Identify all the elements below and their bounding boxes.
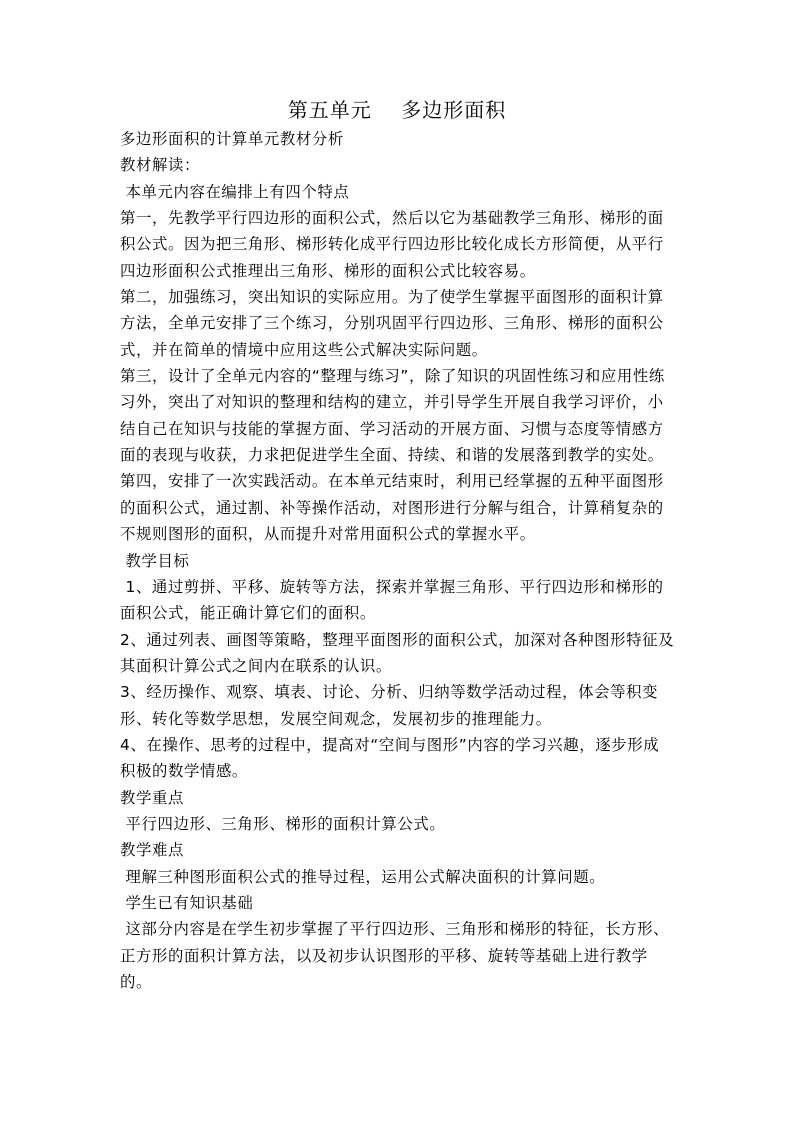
goal-3: 3、经历操作、观察、填表、讨论、分析、归纳等数学活动过程，体会等积变 [120, 683, 659, 702]
paragraph-third: 结自己在知识与技能的掌握方面、学习活动的开展方面、习惯与态度等情感方 [120, 419, 664, 438]
paragraph-second: 式，并在简单的情境中应用这些公式解决实际问题。 [120, 340, 488, 359]
paragraph-first: 四边形面积公式推理出三角形、梯形的面积公式比较容易。 [120, 261, 536, 280]
paragraph-third: 习外，突出了对知识的整理和结构的建立，并引导学生开展自我学习评价，小 [120, 393, 664, 412]
document-title: 第五单元 多边形面积 [287, 98, 507, 122]
paragraph-third: 面的表现与收获，力求把促进学生全面、持续、和谐的发展落到教学的实处。 [120, 446, 664, 465]
paragraph-fourth: 的面积公式，通过割、补等操作活动，对图形进行分解与组合，计算稍复杂的 [120, 498, 664, 517]
key-points-text: 平行四边形、三角形、梯形的面积计算公式。 [120, 814, 446, 833]
prior-knowledge-text: 的。 [120, 973, 152, 991]
paragraph-first: 积公式。因为把三角形、梯形转化成平行四边形比较化成长方形简便，从平行 [120, 235, 664, 254]
heading-teaching-goals: 教学目标 [120, 551, 190, 570]
paragraph-second: 第二，加强练习，突出知识的实际应用。为了使学生掌握平面图形的面积计算 [120, 288, 664, 307]
goal-2: 2、通过列表、画图等策略，整理平面图形的面积公式，加深对各种图形特征及 [120, 630, 675, 649]
difficulties-text: 理解三种图形面积公式的推导过程，运用公式解决面积的计算问题。 [120, 867, 606, 886]
features-intro: 本单元内容在编排上有四个特点 [120, 182, 350, 201]
heading-key-points: 教学重点 [120, 788, 184, 807]
goal-1: 1、通过剪拼、平移、旋转等方法，探索并掌握三角形、平行四边形和梯形的 [120, 577, 664, 596]
paragraph-second: 方法，全单元安排了三个练习，分别巩固平行四边形、三角形、梯形的面积公 [120, 314, 664, 333]
goal-4: 4、在操作、思考的过程中，提高对“空间与图形”内容的学习兴趣，逐步形成 [120, 735, 660, 754]
paragraph-first: 第一，先教学平行四边形的面积公式，然后以它为基础教学三角形、梯形的面 [120, 209, 664, 228]
goal-2: 其面积计算公式之间内在联系的认识。 [120, 656, 392, 675]
goal-4: 积极的数学情感。 [120, 762, 248, 781]
heading-textbook-reading: 教材解读： [120, 156, 200, 175]
paragraph-third: 第三，设计了全单元内容的“整理与练习”，除了知识的巩固性练习和应用性练 [120, 367, 665, 386]
heading-prior-knowledge: 学生已有知识基础 [120, 893, 254, 912]
paragraph-fourth: 第四，安排了一次实践活动。在本单元结束时，利用已经掌握的五种平面图形 [120, 472, 664, 491]
paragraph-fourth: 不规则图形的面积，从而提升对常用面积公式的掌握水平。 [120, 525, 536, 544]
prior-knowledge-text: 正方形的面积计算方法，以及初步认识图形的平移、旋转等基础上进行教学 [120, 946, 648, 965]
subtitle-analysis: 多边形面积的计算单元教材分析 [120, 130, 344, 148]
goal-1: 面积公式，能正确计算它们的面积。 [120, 604, 376, 623]
prior-knowledge-text: 这部分内容是在学生初步掌握了平行四边形、三角形和梯形的特征，长方形、 [120, 920, 670, 939]
heading-difficulties: 教学难点 [120, 841, 184, 860]
goal-3: 形、转化等数学思想，发展空间观念，发展初步的推理能力。 [120, 709, 552, 728]
document-body [120, 126, 680, 995]
